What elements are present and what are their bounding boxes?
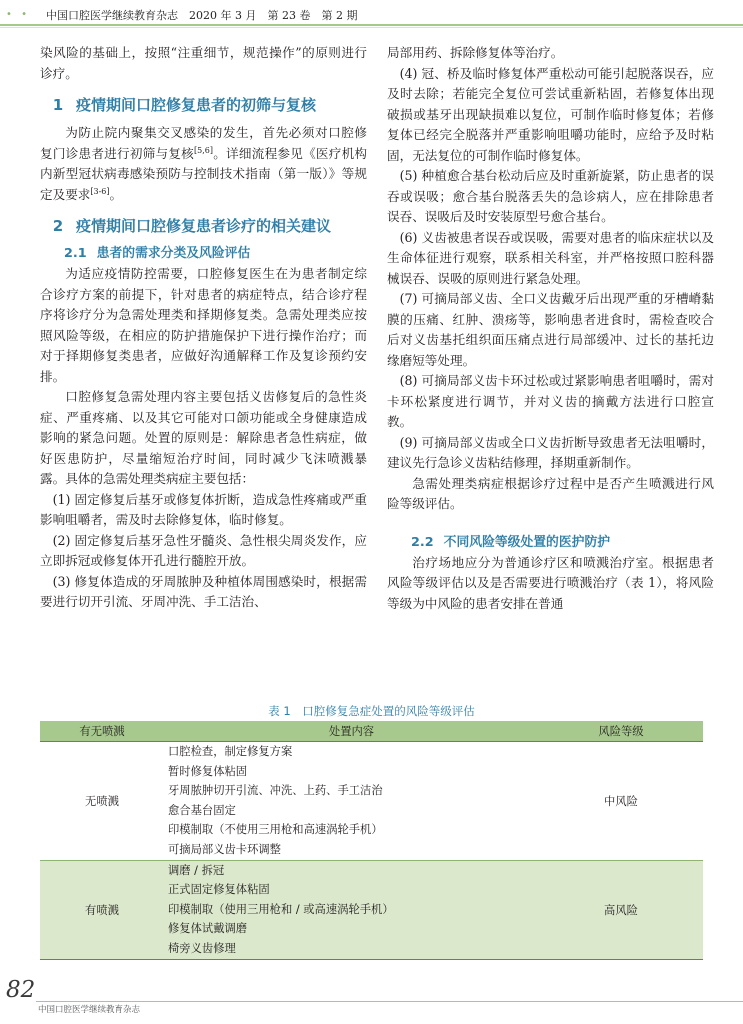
subsection-number: 2.1 (64, 246, 87, 261)
citation: [5,6] (194, 145, 213, 155)
text-run: 为防止院内聚集交叉感染的发生，首先必须对口腔修复门诊患者进行初筛与复核 (40, 125, 367, 161)
section-number: 1 (52, 96, 64, 114)
paragraph: 染风险的基础上，按照“注重细节，规范操作”的原则进行诊疗。 (40, 45, 367, 81)
table-header-cell: 处置内容 (164, 721, 539, 742)
list-item: (4) 冠、桥及临时修复体严重松动可能引起脱落误吞，应及时去除；若能完全复位可尝试重新粘固，若修复体出现破损或基牙出现缺损难以复位，可制作临时修复体；若修复体已经完全脱落并严重影响咀嚼功能时，应给予及时粘固，无法复位的可制作临时修复体。 (387, 65, 714, 163)
right-column (387, 43, 714, 614)
procedure-item: 正式固定修复体粘固 (168, 883, 270, 897)
subsection-heading-2-2 (387, 533, 714, 553)
left-column (40, 43, 367, 613)
procedure-cell (164, 860, 539, 959)
citation: [3-6] (90, 186, 110, 196)
procedure-item: 可摘局部义齿卡环调整 (168, 842, 281, 856)
procedure-item: 暂时修复体粘固 (168, 764, 248, 778)
procedure-item: 愈合基台固定 (168, 803, 236, 817)
procedure-item: 椅旁义齿修理 (168, 941, 236, 955)
list-item: (3) 修复体造成的牙周脓肿及种植体周围感染时，根据需要进行切开引流、牙周冲洗、手工洁治、 (40, 573, 367, 609)
table-header-cell: 有无喷溅 (40, 721, 164, 742)
list-item: (1) 固定修复后基牙或修复体折断，造成急性疼痛或严重影响咀嚼者，需及时去除修复体，临时修复。 (40, 491, 367, 527)
text-run: 。详细流程参见《医疗机构内新型冠状病毒感染预防与控制技术指南（第一版）》等规定及要求 (40, 145, 368, 202)
list-item: (5) 种植愈合基台松动后应及时重新旋紧，防止患者的误吞或误吸；愈合基台脱落丢失的急诊病人，应在排除患者误吞、误吸后及时安装原型号愈合基台。 (387, 168, 714, 224)
paragraph: 口腔修复急需处理内容主要包括义齿修复后的急性炎症、严重疼痛、以及其它可能对口颌功能或全身健康造成影响的紧急问题。处置的原则是：解除患者急性病症，做好医患防护，尽量缩短治疗时间，同时减少飞沫喷溅暴露。具体的急需处理类病症主要包括： (40, 389, 367, 486)
subsection-number: 2.2 (411, 534, 434, 550)
subsection-title: 患者的需求分类及风险评估 (96, 246, 251, 261)
risk-cell: 中风险 (539, 742, 703, 861)
footer-rule (36, 1001, 743, 1002)
procedure-item: 牙周脓肿切开引流、冲洗、上药、手工洁治 (168, 784, 383, 798)
list-item: (7) 可摘局部义齿、全口义齿戴牙后出现严重的牙槽嵴黏膜的压痛、红肿、溃疡等，影响患者进食时，需检查咬合后对义齿基托组织面压痛点进行局部缓冲、过长的基托边缘磨短等处理。 (387, 291, 714, 368)
procedure-item: 口腔检查，制定修复方案 (168, 745, 293, 758)
subsection-heading-2-1 (40, 244, 367, 264)
list-item: (6) 义齿被患者误吞或误吸，需要对患者的临床症状以及生命体征进行观察，联系相关科室，并严格按照口腔科器械误吞、误吸的原则进行紧急处理。 (387, 229, 714, 286)
footer-journal-name: 中国口腔医学继续教育杂志 (38, 1005, 141, 1015)
text-run: 。 (109, 186, 123, 202)
header-rule-thin (0, 27, 743, 28)
table-caption: 表 1 口腔修复急症处置的风险等级评估 (268, 704, 475, 718)
table-header-row (40, 721, 703, 742)
section-heading-2 (40, 215, 367, 238)
paragraph: 治疗场地应分为普通诊疗区和喷溅治疗室。根据患者风险等级评估以及是否需要进行喷溅治疗（表 1），将风险等级为中风险的患者安排在普通 (387, 554, 714, 611)
procedure-item: 调磨 / 拆冠 (168, 863, 225, 877)
procedure-item: 印模制取（使用三用枪和 / 或高速涡轮手机） (168, 902, 394, 916)
header-rule (0, 24, 743, 26)
header-dots: • • (6, 9, 30, 20)
procedure-item: 修复体试戴调磨 (168, 922, 248, 936)
procedure-item: 印模制取（不使用三用枪和高速涡轮手机） (168, 823, 383, 837)
table-row (40, 742, 703, 861)
paragraph: 局部用药、拆除修复体等治疗。 (387, 45, 564, 60)
subsection-title: 不同风险等级处置的医护防护 (443, 534, 611, 550)
list-item: (9) 可摘局部义齿或全口义齿折断导致患者无法咀嚼时，建议先行急诊义齿粘结修理，择期重新制作。 (387, 434, 714, 470)
paragraph: 为适应疫情防控需要，口腔修复医生在为患者制定综合诊疗方案的前提下，针对患者的病症特点，结合诊疗程序将诊疗分为急需处理类和择期修复类。急需处理类应按照风险等级，在相应的防护措施保护下进行操作治疗；而对于择期修复类患者，应做好沟通解释工作及复诊预约安排。 (40, 266, 367, 384)
running-header (0, 0, 743, 42)
section-title: 疫情期间口腔修复患者的初筛与复核 (76, 96, 317, 114)
list-item: (2) 固定修复后基牙急性牙髓炎、急性根尖周炎发作，应立即拆冠或修复体开孔进行髓腔开放。 (40, 532, 367, 568)
risk-table (40, 721, 703, 960)
spatter-cell: 无喷溅 (40, 742, 164, 861)
table-header-cell: 风险等级 (539, 721, 703, 742)
page-number: 82 (6, 977, 36, 1003)
paragraph: 急需处理类病症根据诊疗过程中是否产生喷溅进行风险等级评估。 (387, 475, 714, 511)
table-row (40, 860, 703, 959)
paragraph (40, 123, 367, 205)
header-journal-info: 中国口腔医学继续教育杂志 2020 年 3 月 第 23 卷 第 2 期 (46, 9, 358, 22)
section-title: 疫情期间口腔修复患者诊疗的相关建议 (76, 217, 332, 235)
section-heading-1 (40, 94, 367, 117)
section-number: 2 (52, 217, 64, 235)
list-item: (8) 可摘局部义齿卡环过松或过紧影响患者咀嚼时，需对卡环松紧度进行调节，并对义齿的摘戴方法进行口腔宣教。 (387, 373, 714, 429)
risk-cell: 高风险 (539, 860, 703, 959)
procedure-cell (164, 742, 539, 861)
spatter-cell: 有喷溅 (40, 860, 164, 959)
